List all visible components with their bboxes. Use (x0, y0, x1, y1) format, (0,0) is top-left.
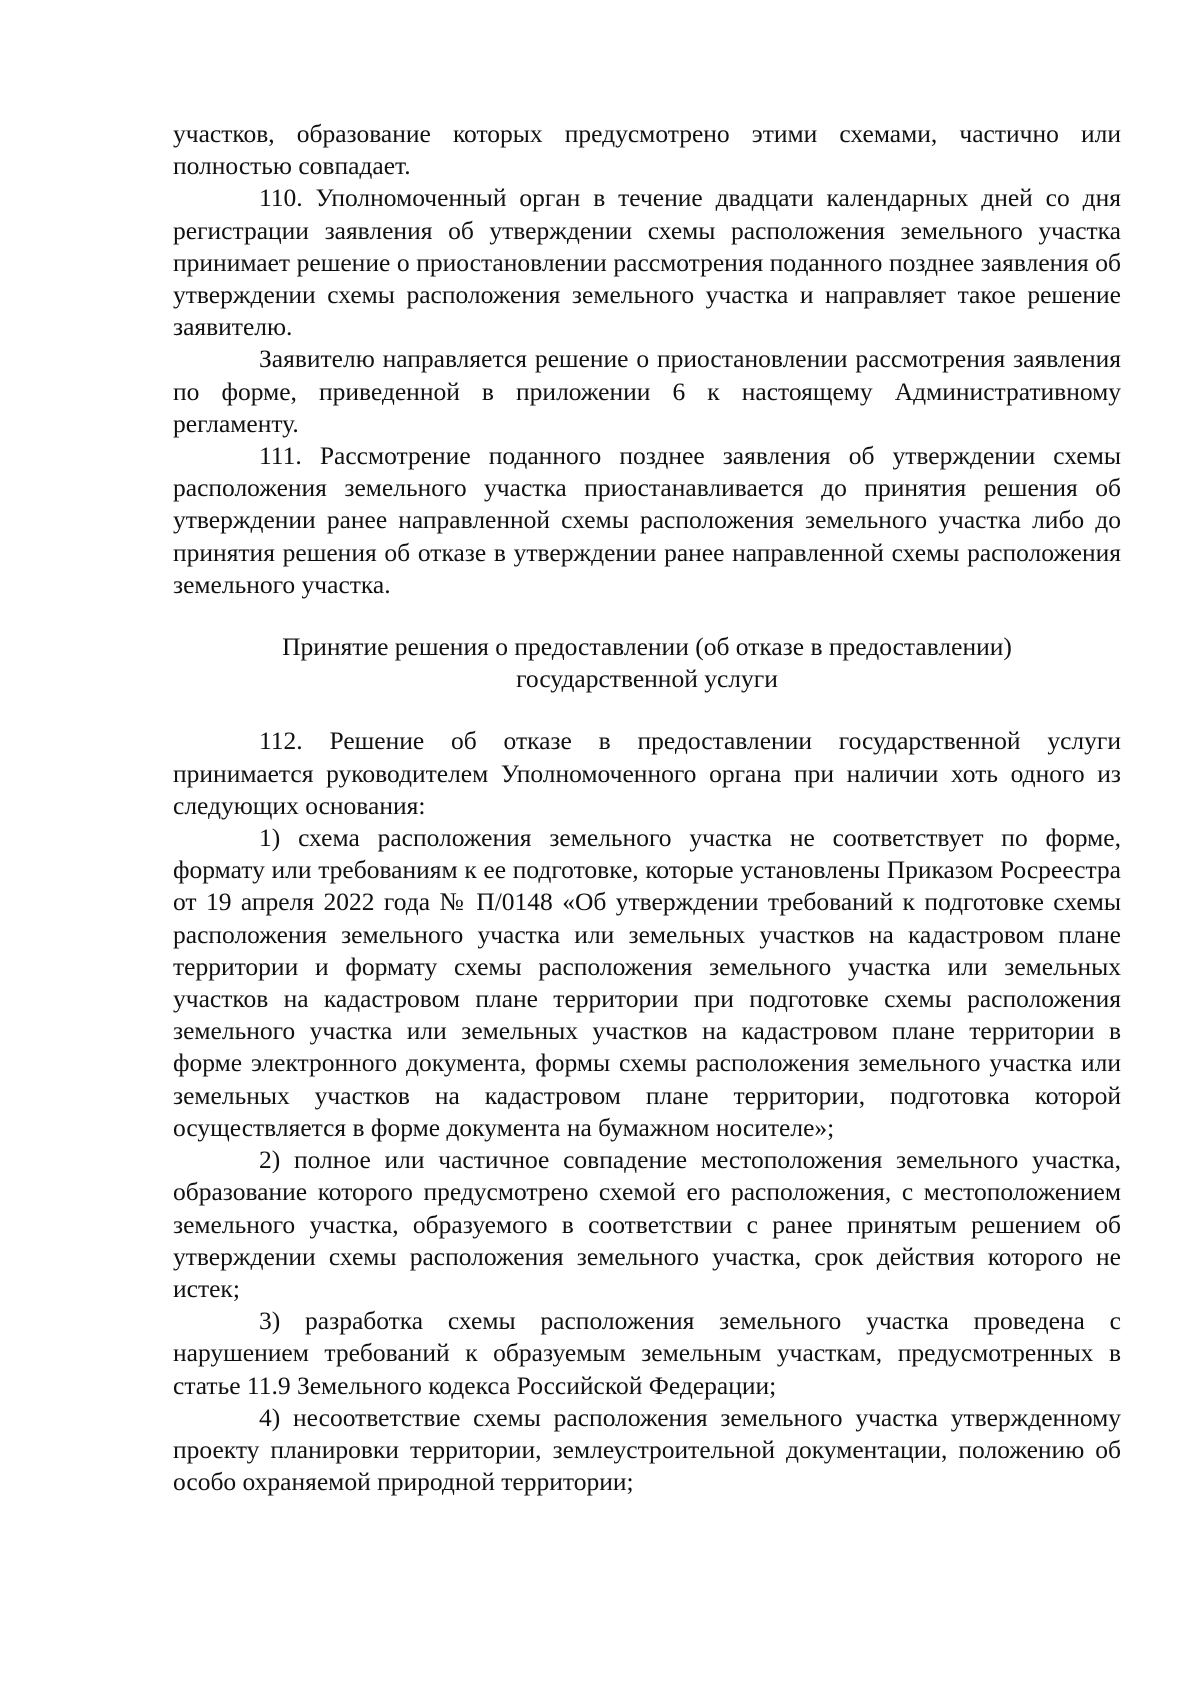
paragraph-112: 112. Решение об отказе в предоставлении государственной услуги принимается руководителем Уполномоченного органа при наличии хоть одного из следующих основания: (173, 726, 1121, 820)
list-item-3: 3) разработка схемы расположения земельного участка проведена с нарушением требований к образуемым земельным участкам, предусмотренных в статье 11.9 Земельного кодекса Российской Федерации; (173, 1306, 1121, 1400)
section-heading-line-1: Принятие решения о предоставлении (об отказе в предоставлении) (282, 632, 1012, 662)
list-item-2: 2) полное или частичное совпадение местоположения земельного участка, образование которого предусмотрено схемой его расположения, с местоположением земельного участка, образуемого в соответствии с ранее принятым решением об утверждении схемы расположения земельного участка, срок действия которого не истек; (173, 1145, 1121, 1303)
list-item-1: 1) схема расположения земельного участка не соответствует по форме, формату или требованиям к ее подготовке, которые установлены Приказом Росреестра от 19 апреля 2022 года № П/0148 «Об утверждении требований к подготовке схемы расположения земельного участка или земельных участков на кадастровом плане территории и формату схемы расположения земельного участка или земельных участков на кадастровом плане территории при подготовке схемы расположения земельного участка или земельных участков на кадастровом плане территории в форме электронного документа, формы схемы расположения земельного участка или земельных участков на кадастровом плане территории, подготовка которой осуществляется в форме документа на бумажном носителе»; (173, 823, 1121, 1142)
section-heading (173, 631, 1121, 695)
list-item-4: 4) несоответствие схемы расположения земельного участка утвержденному проекту планировки территории, землеустроительной документации, положению об особо охраняемой природной территории; (173, 1402, 1121, 1497)
section-heading-line-2: государственной услуги (516, 664, 778, 694)
document-body (173, 118, 1121, 1498)
paragraph-110-notice: Заявителю направляется решение о приостановлении рассмотрения заявления по форме, приведенной в приложении 6 к настоящему Административному регламенту. (173, 344, 1121, 438)
paragraph-continuation: участков, образование которых предусмотрено этими схемами, частично или полностью совпадает. (173, 119, 1121, 181)
paragraph-110: 110. Уполномоченный орган в течение двадцати календарных дней со дня регистрации заявления об утверждении схемы расположения земельного участка принимает решение о приостановлении рассмотрения поданного позднее заявления об утверждении схемы расположения земельного участка и направляет такое решение заявителю. (173, 183, 1121, 342)
paragraph-111: 111. Рассмотрение поданного позднее заявления об утверждении схемы расположения земельного участка приостанавливается до принятия решения об утверждении ранее направленной схемы расположения земельного участка либо до принятия решения об отказе в утверждении ранее направленной схемы расположения земельного участка. (173, 441, 1121, 599)
